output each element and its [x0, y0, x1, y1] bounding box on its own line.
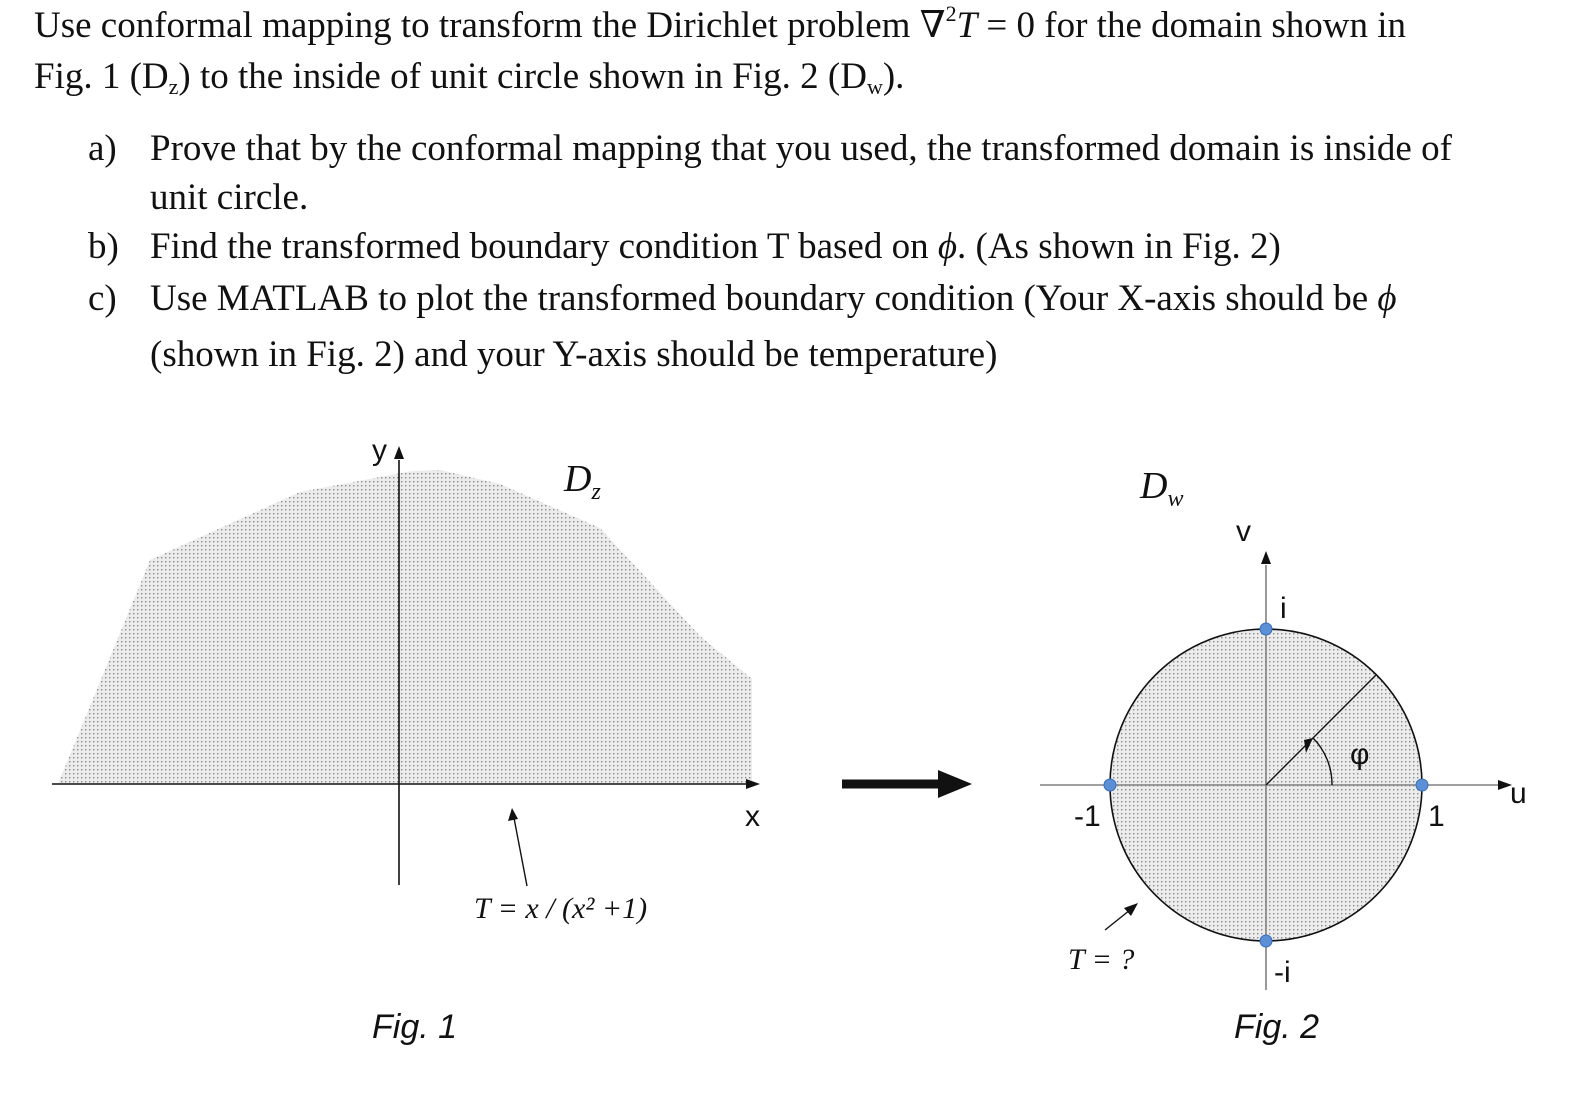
phi-symbol: ϕ	[937, 226, 957, 267]
intro-text-5: ).	[882, 56, 905, 97]
label-minus-1: -1	[1074, 800, 1101, 833]
v-axis-label: v	[1236, 515, 1251, 548]
figure-2	[1040, 465, 1527, 1046]
question-c-line-2: (shown in Fig. 2) and your Y-axis should be temperature)	[150, 334, 998, 375]
boundary-pointer-arrow	[514, 818, 527, 886]
intro-text-1: Use conformal mapping to transform the Dirichlet problem	[34, 5, 920, 46]
y-axis-arrowhead	[394, 446, 404, 459]
boundary-pointer-arrowhead	[508, 808, 518, 821]
unknown-bc-arrowhead	[1124, 903, 1138, 916]
question-a-label: a)	[88, 128, 117, 169]
u-axis-label: u	[1510, 777, 1527, 810]
figure-1-caption: Fig. 1	[372, 1008, 458, 1046]
question-b-text-1: Find the transformed boundary condition T based on	[150, 226, 938, 267]
intro-text-3: Fig. 1 (D	[34, 56, 169, 97]
question-b-text-2: . (As shown in Fig. 2)	[957, 226, 1281, 267]
v-axis-arrowhead	[1261, 551, 1271, 564]
square-superscript: 2	[945, 1, 957, 26]
figure-2-caption: Fig. 2	[1234, 1008, 1320, 1046]
point-1	[1416, 779, 1428, 791]
question-a-line-2: unit circle.	[150, 177, 309, 218]
subscript-w: w	[866, 74, 883, 99]
label-i: i	[1280, 592, 1287, 625]
question-c-text-1: Use MATLAB to plot the transformed boundary condition (Your X-axis should be	[150, 278, 1378, 319]
question-c-label: c)	[88, 278, 117, 319]
figure-1	[52, 434, 760, 1046]
label-1: 1	[1428, 800, 1445, 833]
x-axis-arrowhead	[746, 779, 760, 789]
domain-dz-label: $D_z$	[564, 458, 601, 505]
boundary-condition-label: T = x / (x² +1)	[474, 892, 648, 925]
mapping-arrow	[842, 770, 972, 798]
x-axis-label: x	[745, 800, 760, 833]
question-b-label: b)	[88, 226, 119, 267]
laplace-rhs: = 0	[977, 5, 1036, 46]
y-axis-label: y	[372, 434, 387, 467]
angle-phi-label: φ	[1350, 738, 1370, 771]
point-i	[1260, 623, 1272, 635]
phi-symbol: ϕ	[1377, 278, 1397, 319]
point-minus-i	[1260, 935, 1272, 947]
intro-text-2: for the domain shown in	[1035, 5, 1406, 46]
unknown-bc-pointer	[1105, 910, 1130, 930]
nabla-symbol: ∇	[919, 5, 946, 46]
label-minus-i: -i	[1274, 956, 1291, 989]
domain-dw-label: $D_w$	[1140, 465, 1184, 512]
point-minus-1	[1104, 779, 1116, 791]
question-a-line-1: Prove that by the conformal mapping that you used, the transformed domain is inside of	[150, 128, 1452, 169]
unknown-bc-label: T = ?	[1068, 943, 1135, 976]
intro-text-4: ) to the inside of unit circle shown in Fig. 2 (D	[178, 56, 867, 97]
domain-dz-region	[58, 470, 752, 784]
laplace-T: T	[956, 5, 978, 46]
subscript-z: z	[168, 74, 179, 99]
